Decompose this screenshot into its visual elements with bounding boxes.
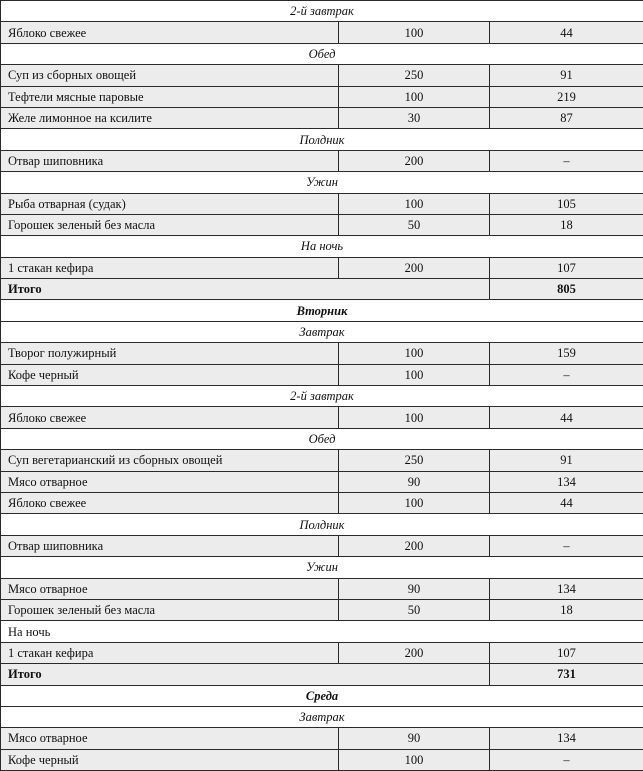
dish-kcal: 219 — [490, 86, 643, 107]
day-title: Среда — [1, 685, 643, 706]
dish-kcal: 91 — [490, 65, 643, 86]
dish-weight: 30 — [339, 107, 490, 128]
table-row — [1, 471, 643, 492]
dish-name: Творог полужирный — [1, 343, 339, 364]
table-row — [1, 364, 643, 385]
table-row — [1, 65, 643, 86]
dish-weight: 90 — [339, 578, 490, 599]
meal-title: Ужин — [1, 557, 643, 578]
dish-kcal: 44 — [490, 407, 643, 428]
dish-name: Суп из сборных овощей — [1, 65, 339, 86]
dish-kcal: – — [490, 749, 643, 770]
dish-name: Кофе черный — [1, 749, 339, 770]
dish-name: Мясо отварное — [1, 471, 339, 492]
table-row — [1, 728, 643, 749]
dish-weight: 200 — [339, 642, 490, 663]
dish-name: Желе лимонное на ксилите — [1, 107, 339, 128]
table-row — [1, 22, 643, 43]
table-row — [1, 193, 643, 214]
meal-header-row — [1, 172, 643, 193]
dish-weight: 250 — [339, 450, 490, 471]
total-kcal: 805 — [490, 279, 643, 300]
dish-name: Горошек зеленый без масла — [1, 599, 339, 620]
dish-weight: 100 — [339, 492, 490, 513]
dish-name: Мясо отварное — [1, 578, 339, 599]
table-row — [1, 343, 643, 364]
meal-header-row — [1, 428, 643, 449]
dish-kcal: 18 — [490, 599, 643, 620]
dish-weight: 100 — [339, 407, 490, 428]
meal-header-row — [1, 706, 643, 727]
table-row — [1, 214, 643, 235]
dish-weight: 100 — [339, 193, 490, 214]
dish-kcal: 18 — [490, 214, 643, 235]
dish-weight: 100 — [339, 343, 490, 364]
meal-title: Полдник — [1, 129, 643, 150]
dish-name: Горошек зеленый без масла — [1, 214, 339, 235]
meal-title: 2-й завтрак — [1, 386, 643, 407]
dish-name: Яблоко свежее — [1, 492, 339, 513]
table-row — [1, 86, 643, 107]
total-row — [1, 279, 643, 300]
total-label: Итого — [1, 664, 490, 685]
dish-weight: 200 — [339, 150, 490, 171]
dish-weight: 250 — [339, 65, 490, 86]
meal-title: Обед — [1, 43, 643, 64]
dish-kcal: – — [490, 364, 643, 385]
meal-title: 2-й завтрак — [1, 1, 643, 22]
meal-title: Завтрак — [1, 321, 643, 342]
meal-label: На ночь — [1, 621, 643, 642]
dish-name: Рыба отварная (судак) — [1, 193, 339, 214]
meal-title: Обед — [1, 428, 643, 449]
day-header-row — [1, 300, 643, 321]
dish-weight: 200 — [339, 535, 490, 556]
dish-name: Отвар шиповника — [1, 150, 339, 171]
dish-weight: 100 — [339, 749, 490, 770]
dish-weight: 100 — [339, 22, 490, 43]
dish-kcal: – — [490, 150, 643, 171]
dish-name: Мясо отварное — [1, 728, 339, 749]
table-row — [1, 407, 643, 428]
meal-title: Ужин — [1, 172, 643, 193]
total-kcal: 731 — [490, 664, 643, 685]
meal-header-row — [1, 514, 643, 535]
meal-title: На ночь — [1, 236, 643, 257]
dish-weight: 100 — [339, 364, 490, 385]
table-row — [1, 578, 643, 599]
meal-header-row — [1, 236, 643, 257]
dish-weight: 90 — [339, 728, 490, 749]
total-label: Итого — [1, 279, 490, 300]
dish-weight: 100 — [339, 86, 490, 107]
dish-kcal: 107 — [490, 642, 643, 663]
table-row — [1, 150, 643, 171]
table-row — [1, 107, 643, 128]
dish-name: 1 стакан кефира — [1, 257, 339, 278]
dish-name: Яблоко свежее — [1, 22, 339, 43]
dish-kcal: 44 — [490, 22, 643, 43]
dish-kcal: 134 — [490, 471, 643, 492]
dish-name: Кофе черный — [1, 364, 339, 385]
dish-name: Тефтели мясные паровые — [1, 86, 339, 107]
dish-kcal: 105 — [490, 193, 643, 214]
meal-plan-body — [1, 1, 643, 771]
dish-weight: 50 — [339, 214, 490, 235]
meal-header-row — [1, 43, 643, 64]
table-row — [1, 749, 643, 770]
table-row — [1, 535, 643, 556]
table-row — [1, 492, 643, 513]
dish-kcal: 107 — [490, 257, 643, 278]
dish-weight: 50 — [339, 599, 490, 620]
dish-kcal: 87 — [490, 107, 643, 128]
meal-header-row — [1, 1, 643, 22]
meal-header-row — [1, 321, 643, 342]
dish-weight: 200 — [339, 257, 490, 278]
total-row — [1, 664, 643, 685]
meal-title: Полдник — [1, 514, 643, 535]
meal-label-row — [1, 621, 643, 642]
day-title: Вторник — [1, 300, 643, 321]
dish-name: Суп вегетарианский из сборных овощей — [1, 450, 339, 471]
dish-name: 1 стакан кефира — [1, 642, 339, 663]
table-row — [1, 642, 643, 663]
dish-weight: 90 — [339, 471, 490, 492]
table-row — [1, 450, 643, 471]
table-row — [1, 257, 643, 278]
dish-kcal: 159 — [490, 343, 643, 364]
dish-kcal: – — [490, 535, 643, 556]
meal-header-row — [1, 386, 643, 407]
table-row — [1, 599, 643, 620]
dish-kcal: 44 — [490, 492, 643, 513]
dish-kcal: 134 — [490, 728, 643, 749]
day-header-row — [1, 685, 643, 706]
meal-title: Завтрак — [1, 706, 643, 727]
meal-header-row — [1, 557, 643, 578]
dish-kcal: 134 — [490, 578, 643, 599]
dish-name: Яблоко свежее — [1, 407, 339, 428]
dish-kcal: 91 — [490, 450, 643, 471]
meal-header-row — [1, 129, 643, 150]
dish-name: Отвар шиповника — [1, 535, 339, 556]
